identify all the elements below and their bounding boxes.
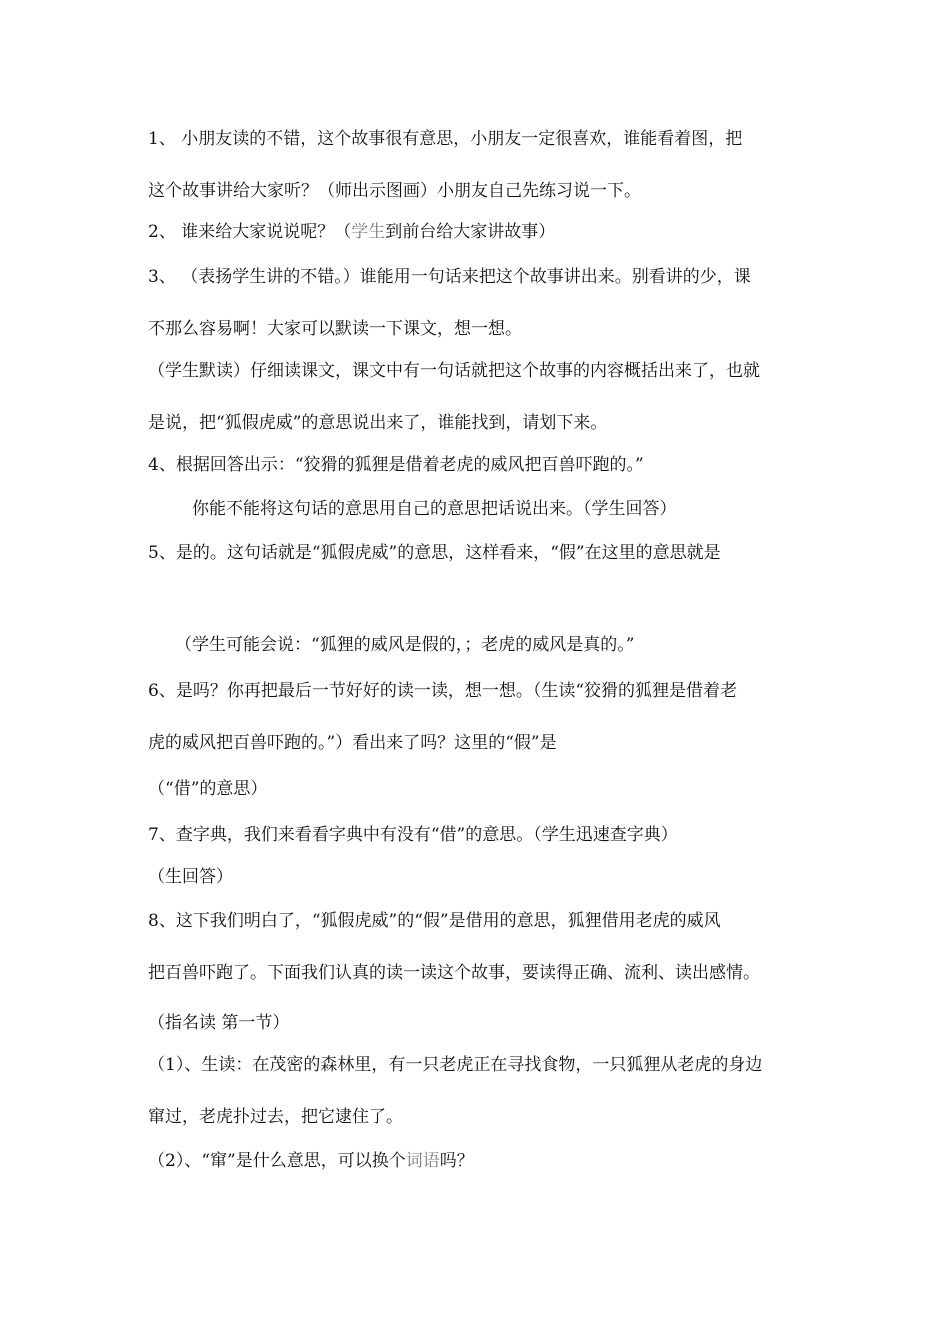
text-line: （“借”的意思） — [148, 779, 268, 799]
text-segment: 到前台给大家讲故事） — [385, 222, 556, 242]
highlighted-term: 词语 — [405, 1151, 440, 1171]
text-line: 把百兽吓跑了。下面我们认真的读一读这个故事，要读得正确、流利、读出感情。 — [148, 963, 760, 983]
text-line: 6、是吗？你再把最后一节好好的读一读，想一想。（生读“狡猾的狐狸是借着老 — [148, 681, 738, 701]
text-line: 1、 小朋友读的不错，这个故事很有意思，小朋友一定很喜欢，谁能看着图，把 — [148, 129, 743, 149]
text-line: 8、这下我们明白了，“狐假虎威”的“假”是借用的意思，狐狸借用老虎的威风 — [148, 911, 721, 931]
text-line — [148, 1150, 474, 1172]
highlighted-term: 学生 — [351, 222, 386, 242]
text-line: 虎的威风把百兽吓跑的。”）看出来了吗？这里的“假”是 — [148, 733, 557, 753]
text-segment: 2、 谁来给大家说说呢？（ — [148, 222, 352, 242]
text-line: （1）、生读：在茂密的森林里，有一只老虎正在寻找食物，一只狐狸从老虎的身边 — [148, 1055, 763, 1075]
text-line: （学生默读）仔细读课文，课文中有一句话就把这个故事的内容概括出来了，也就 — [148, 361, 760, 381]
text-line: 5、是的。这句话就是“狐假虎威”的意思，这样看来，“假”在这里的意思就是 — [148, 543, 721, 563]
text-line: （指名读 第一节） — [148, 1013, 290, 1033]
text-line: 这个故事讲给大家听？（师出示图画）小朋友自己先练习说一下。 — [148, 181, 641, 201]
text-segment: （2）、“窜”是什么意思，可以换个 — [148, 1151, 406, 1171]
text-line: （学生可能会说：“狐狸的威风是假的，；老虎的威风是真的。” — [175, 635, 635, 655]
text-line: 4、根据回答出示：“狡猾的狐狸是借着老虎的威风把百兽吓跑的。” — [148, 455, 644, 475]
text-line: （生回答） — [148, 867, 233, 887]
text-line: 7、查字典，我们来看看字典中有没有“借”的意思。（学生迅速查字典） — [148, 825, 678, 845]
text-line: 不那么容易啊！大家可以默读一下课文，想一想。 — [148, 319, 522, 339]
text-line: 3、 （表扬学生讲的不错。）谁能用一句话来把这个故事讲出来。别看讲的少，课 — [148, 267, 751, 287]
text-line: 你能不能将这句话的意思用自己的意思把话说出来。（学生回答） — [192, 499, 677, 519]
text-line: 窜过，老虎扑过去，把它逮住了。 — [148, 1107, 403, 1127]
text-line — [148, 221, 555, 243]
text-segment: 吗？ — [439, 1151, 474, 1171]
text-line: 是说，把“狐假虎威”的意思说出来了，谁能找到，请划下来。 — [148, 413, 608, 433]
